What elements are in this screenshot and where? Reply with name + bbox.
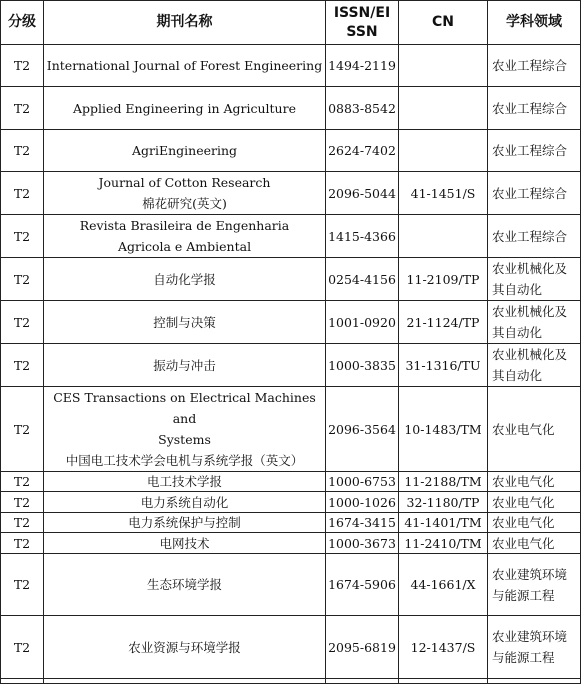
journal-name-line: 控制与决策 xyxy=(153,314,216,330)
header-journal-name: 期刊名称 xyxy=(44,1,326,45)
grade-cell: T2 xyxy=(1,87,44,130)
table-row xyxy=(1,45,581,87)
grade-cell: T2 xyxy=(1,492,44,513)
journal-name-line: Systems xyxy=(158,432,211,447)
table-row xyxy=(1,130,581,172)
cn-cell: 11-2109/TP xyxy=(399,258,488,301)
field-cell: 农业工程综合 xyxy=(488,130,581,172)
table-continuation-row xyxy=(1,679,581,684)
journal-name-line: 农业资源与环境学报 xyxy=(128,639,241,655)
field-cell: 农业电气化 xyxy=(488,513,581,533)
table-row xyxy=(1,258,581,301)
cn-cell: 11-2410/TM xyxy=(399,533,488,554)
issn-cell: 2096-5044 xyxy=(326,172,399,215)
journal-name-cell xyxy=(44,45,326,87)
field-cell: 农业电气化 xyxy=(488,533,581,554)
cn-cell: 21-1124/TP xyxy=(399,301,488,344)
table-row xyxy=(1,172,581,215)
issn-cell: 1001-0920 xyxy=(326,301,399,344)
header-field: 学科领域 xyxy=(488,1,581,45)
field-cell: 农业工程综合 xyxy=(488,45,581,87)
journal-name-line: 电网技术 xyxy=(159,535,210,551)
table-row xyxy=(1,492,581,513)
journal-name-cell xyxy=(44,344,326,387)
table-row xyxy=(1,87,581,130)
journal-name-cell xyxy=(44,492,326,513)
table-row xyxy=(1,301,581,344)
grade-cell: T2 xyxy=(1,513,44,533)
cn-cell: 32-1180/TP xyxy=(399,492,488,513)
issn-cell: 1000-1026 xyxy=(326,492,399,513)
issn-cell: 1415-4366 xyxy=(326,215,399,258)
header-issn: ISSN/EISSN xyxy=(326,1,399,45)
journal-name-cell xyxy=(44,130,326,172)
grade-cell: T2 xyxy=(1,616,44,679)
journal-name-line: 自动化学报 xyxy=(153,271,216,287)
journal-name-line: 中国电工技术学会电机与系统学报（英文） xyxy=(65,453,304,468)
grade-cell: T2 xyxy=(1,387,44,472)
cn-cell: 12-1437/S xyxy=(399,616,488,679)
journal-name-cell xyxy=(44,215,326,258)
journal-name-line: Agricola e Ambiental xyxy=(117,239,252,254)
journal-name-cell xyxy=(44,172,326,215)
journal-name-line: International Journal of Forest Engineering xyxy=(46,58,323,73)
grade-cell: T2 xyxy=(1,344,44,387)
journal-name-cell xyxy=(44,387,326,472)
cn-cell: 41-1451/S xyxy=(399,172,488,215)
grade-cell: T2 xyxy=(1,554,44,616)
grade-cell: T2 xyxy=(1,472,44,492)
header-cn: CN xyxy=(399,1,488,45)
field-cell: 农业电气化 xyxy=(488,472,581,492)
issn-cell: 2096-3564 xyxy=(326,387,399,472)
field-cell: 农业工程综合 xyxy=(488,215,581,258)
grade-cell: T2 xyxy=(1,45,44,87)
issn-cell: 1674-3415 xyxy=(326,513,399,533)
journal-name-line: Journal of Cotton Research xyxy=(98,175,271,190)
cn-cell: 44-1661/X xyxy=(399,554,488,616)
cn-cell xyxy=(399,130,488,172)
journal-name-line: CES Transactions on Electrical Machines and xyxy=(53,390,316,426)
journal-name-line: 电力系统自动化 xyxy=(140,494,229,510)
journal-name-cell xyxy=(44,87,326,130)
table-row xyxy=(1,533,581,554)
journal-name-line: Applied Engineering in Agriculture xyxy=(73,100,296,116)
field-cell: 农业机械化及其自动化 xyxy=(488,258,581,301)
grade-cell: T2 xyxy=(1,301,44,344)
field-cell: 农业工程综合 xyxy=(488,172,581,215)
cn-cell: 41-1401/TM xyxy=(399,513,488,533)
field-cell: 农业电气化 xyxy=(488,492,581,513)
journal-name-cell xyxy=(44,533,326,554)
journal-name-cell xyxy=(44,554,326,616)
issn-cell: 0883-8542 xyxy=(326,87,399,130)
journal-name-cell xyxy=(44,616,326,679)
cn-cell xyxy=(399,45,488,87)
field-cell: 农业机械化及其自动化 xyxy=(488,301,581,344)
grade-cell: T2 xyxy=(1,258,44,301)
field-cell: 农业电气化 xyxy=(488,387,581,472)
field-cell: 农业工程综合 xyxy=(488,87,581,130)
cn-cell xyxy=(399,215,488,258)
journal-name-line: 电工技术学报 xyxy=(146,474,222,489)
table-header-row xyxy=(1,1,581,45)
cn-cell: 10-1483/TM xyxy=(399,387,488,472)
journal-name-line: 生态环境学报 xyxy=(146,577,222,592)
table-row xyxy=(1,616,581,679)
issn-cell: 1494-2119 xyxy=(326,45,399,87)
table-row xyxy=(1,513,581,533)
issn-cell: 2624-7402 xyxy=(326,130,399,172)
issn-cell: 1000-3835 xyxy=(326,344,399,387)
journal-name-cell xyxy=(44,472,326,492)
journal-name-line: AgriEngineering xyxy=(131,143,238,158)
journal-name-line: 振动与冲击 xyxy=(153,357,216,373)
table-row xyxy=(1,387,581,472)
table-row xyxy=(1,554,581,616)
issn-cell: 1000-3673 xyxy=(326,533,399,554)
cn-cell xyxy=(399,87,488,130)
issn-cell: 1674-5906 xyxy=(326,554,399,616)
field-cell: 农业建筑环境与能源工程 xyxy=(488,616,581,679)
issn-cell: 1000-6753 xyxy=(326,472,399,492)
journal-name-line: Revista Brasileira de Engenharia xyxy=(79,218,290,233)
journal-name-line: 电力系统保护与控制 xyxy=(128,515,241,530)
grade-cell: T2 xyxy=(1,533,44,554)
cn-cell: 11-2188/TM xyxy=(399,472,488,492)
header-grade: 分级 xyxy=(1,1,44,45)
table-row xyxy=(1,344,581,387)
field-cell: 农业机械化及其自动化 xyxy=(488,344,581,387)
issn-cell: 2095-6819 xyxy=(326,616,399,679)
grade-cell: T2 xyxy=(1,172,44,215)
field-cell: 农业建筑环境与能源工程 xyxy=(488,554,581,616)
grade-cell: T2 xyxy=(1,130,44,172)
issn-cell: 0254-4156 xyxy=(326,258,399,301)
grade-cell: T2 xyxy=(1,215,44,258)
table-row xyxy=(1,215,581,258)
cn-cell: 31-1316/TU xyxy=(399,344,488,387)
journal-name-line: 棉花研究(英文) xyxy=(142,196,227,211)
table-row xyxy=(1,472,581,492)
journal-name-cell xyxy=(44,301,326,344)
journal-name-cell xyxy=(44,258,326,301)
journal-name-cell xyxy=(44,513,326,533)
